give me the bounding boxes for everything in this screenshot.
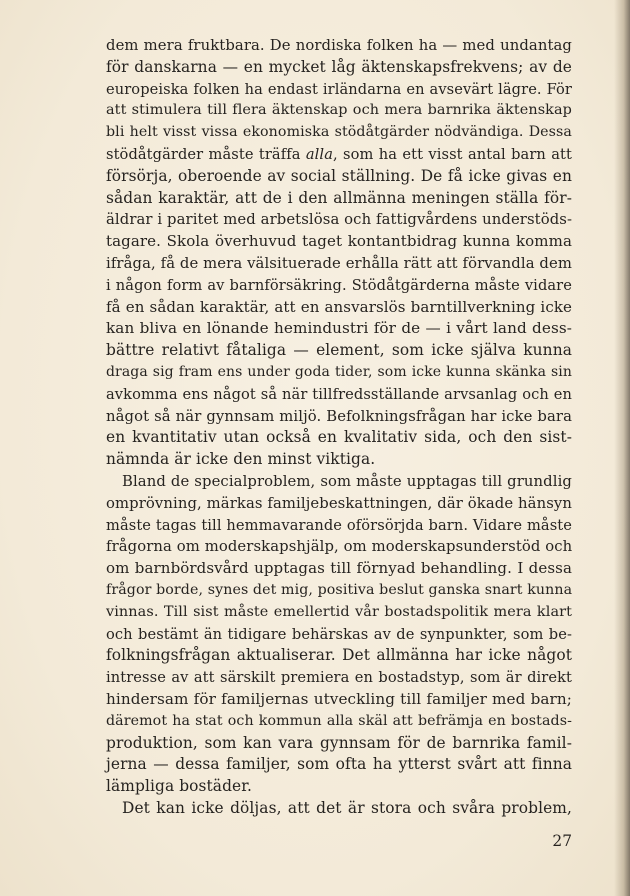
text-line: produktion, som kan vara gynnsam för de barnrika famil- [106, 733, 572, 752]
text-line: draga sig fram ens under goda tider, som icke kunna skänka sin [106, 363, 572, 380]
text-line: äldrar i paritet med arbetslösa och fattigvårdens understöds- [106, 211, 573, 229]
text-line: försörja, oberoende av social ställning. De få icke givas en [106, 166, 572, 185]
page-number: 27 [552, 832, 572, 850]
text-line: bli helt visst vissa ekonomiska stödåtgärder nödvändiga. Dessa [106, 124, 572, 141]
text-line: och bestämt än tidigare behärskas av de synpunkter, som be- [106, 625, 572, 643]
text-line: avkomma ens något så när tillfredsställande arvsanlag och en [106, 385, 572, 403]
text-line: däremot ha stat och kommun alla skäl att befrämja en bostads- [106, 712, 572, 729]
text-line: omprövning, märkas familjebeskattningen, där ökade hänsyn [106, 494, 572, 512]
text-line: en kvantitativ utan också en kvalitativ sida, och den sist- [106, 428, 572, 447]
page-edge-shadow [614, 0, 630, 896]
text-line: frågor borde, synes det mig, positiva beslut ganska snart kunna [106, 581, 573, 598]
text-line: bättre relativt fåtaliga — element, som icke själva kunna [106, 341, 572, 360]
text-line: hindersam för familjernas utveckling till familjer med barn; [106, 689, 572, 708]
emphasis: alla [305, 145, 333, 163]
text-line: frågorna om moderskapshjälp, om moderskapsunderstöd och [106, 538, 573, 556]
text-line: intresse av att särskilt premiera en bostadstyp, som är direkt [106, 669, 572, 687]
text-line: om barnbördsvård upptagas till förnyad behandling. I dessa [106, 559, 572, 578]
text-line: europeiska folken ha endast irländarna en avsevärt lägre. För [106, 80, 572, 98]
text-line: tagare. Skola överhuvud taget kontantbidrag kunna komma [106, 232, 572, 251]
text-line: nämnda är icke den minst viktiga. [106, 450, 376, 469]
text-line: Det kan icke döljas, att det är stora och svåra problem, [122, 798, 572, 817]
text-line: stödåtgärder måste träffa alla, som ha ett visst antal barn att [106, 145, 572, 163]
text-line: Bland de specialproblem, som måste upptagas till grundlig [122, 472, 572, 490]
text-line: att stimulera till flera äktenskap och mera barnrika äktenskap [106, 102, 572, 119]
text-line: vinnas. Till sist måste emellertid vår bostadspolitik mera klart [106, 603, 572, 620]
text-line: jerna — dessa familjer, som ofta ha ytterst svårt att finna [106, 755, 572, 774]
text-line: dem mera fruktbara. De nordiska folken ha — med undantag [106, 37, 572, 54]
text-line: lämpliga bostäder. [106, 777, 253, 796]
text-line: kan bliva en lönande hemindustri för de — i vårt land dess- [106, 319, 572, 338]
text-line: folkningsfrågan aktualiserar. Det allmänna har icke något [106, 646, 572, 665]
text-line: ifråga, få de mera välsituerade erhålla rätt att förvandla dem [106, 254, 572, 272]
text-line: för danskarna — en mycket låg äktenskapsfrekvens; av de [106, 57, 572, 76]
text-line: något så när gynnsam miljö. Befolkningsfrågan har icke bara [106, 407, 572, 425]
text-line: i någon form av barnförsäkring. Stödåtgärderna måste vidare [106, 276, 572, 294]
body-text [106, 35, 572, 820]
text-line: få en sådan karaktär, att en ansvarslös barntillverkning icke [106, 297, 572, 316]
text-line: sådan karaktär, att de i den allmänna meningen ställa för- [106, 188, 572, 207]
text-line: måste tagas till hemmavarande oförsörjda barn. Vidare måste [106, 516, 572, 534]
